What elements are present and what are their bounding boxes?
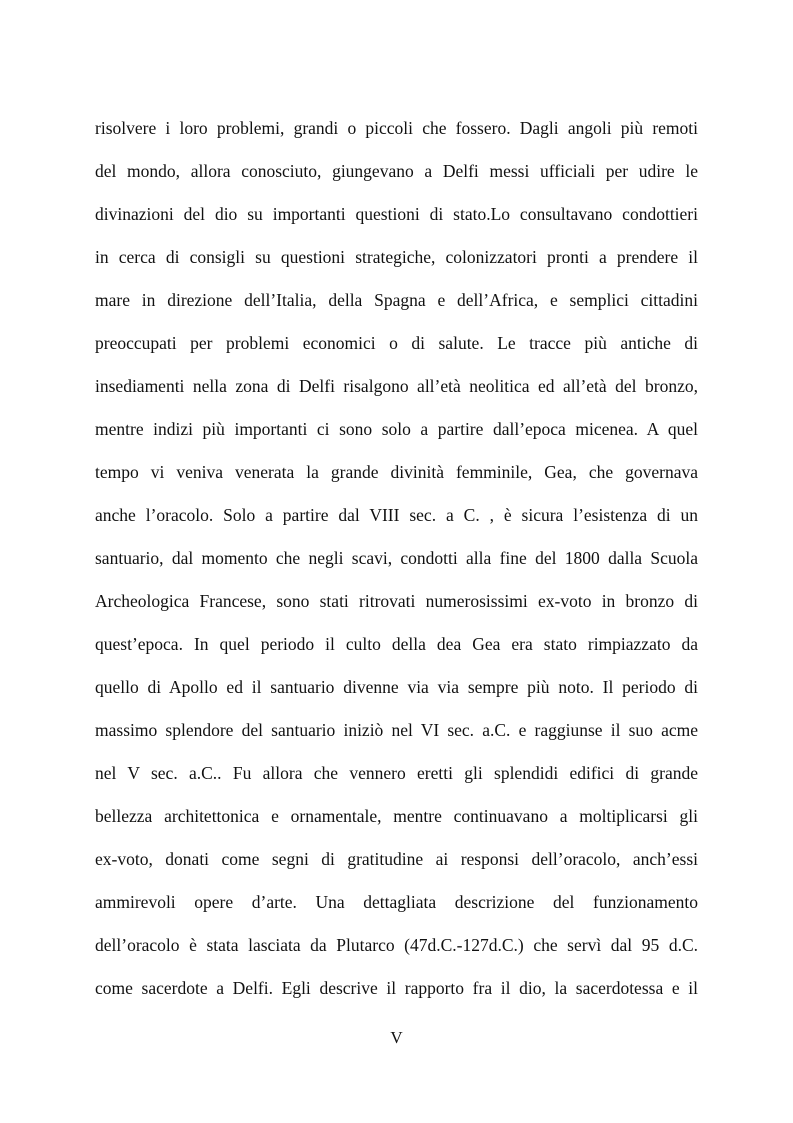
text-line: mare in direzione dell’Italia, della Spagna e dell’Africa, e semplici cittadini — [95, 290, 698, 310]
text-line: nel V sec. a.C.. Fu allora che vennero eretti gli splendidi edifici di grande — [95, 763, 698, 783]
text-line: ammirevoli opere d’arte. Una dettagliata descrizione del funzionamento — [95, 892, 698, 912]
text-line: preoccupati per problemi economici o di salute. Le tracce più antiche di — [95, 333, 698, 353]
text-line: ex-voto, donati come segni di gratitudine ai responsi dell’oracolo, anch’essi — [95, 849, 698, 869]
text-line: bellezza architettonica e ornamentale, mentre continuavano a moltiplicarsi gli — [95, 806, 698, 826]
text-line: tempo vi veniva venerata la grande divinità femminile, Gea, che governava — [95, 462, 698, 482]
text-line: mentre indizi più importanti ci sono solo a partire dall’epoca micenea. A quel — [95, 419, 698, 439]
text-line: insediamenti nella zona di Delfi risalgono all’età neolitica ed all’età del bronzo, — [95, 376, 698, 396]
text-line: quest’epoca. In quel periodo il culto della dea Gea era stato rimpiazzato da — [95, 634, 698, 654]
body-paragraph — [95, 108, 698, 1011]
text-line: Archeologica Francese, sono stati ritrovati numerosissimi ex-voto in bronzo di — [95, 591, 698, 611]
text-line: anche l’oracolo. Solo a partire dal VIII sec. a C. , è sicura l’esistenza di un — [95, 505, 698, 525]
text-line: risolvere i loro problemi, grandi o piccoli che fossero. Dagli angoli più remoti — [95, 118, 698, 138]
text-line: in cerca di consigli su questioni strategiche, colonizzatori pronti a prendere il — [95, 247, 698, 267]
text-line: dell’oracolo è stata lasciata da Plutarco (47d.C.-127d.C.) che servì dal 95 d.C. — [95, 935, 698, 955]
text-line: divinazioni del dio su importanti questioni di stato.Lo consultavano condottieri — [95, 204, 698, 224]
page-number: V — [390, 1028, 403, 1047]
text-line: massimo splendore del santuario iniziò nel VI sec. a.C. e raggiunse il suo acme — [95, 720, 698, 740]
text-line: come sacerdote a Delfi. Egli descrive il rapporto fra il dio, la sacerdotessa e il — [95, 978, 698, 998]
text-line: del mondo, allora conosciuto, giungevano a Delfi messi ufficiali per udire le — [95, 161, 698, 181]
text-line: santuario, dal momento che negli scavi, condotti alla fine del 1800 dalla Scuola — [95, 548, 698, 568]
text-line: quello di Apollo ed il santuario divenne via via sempre più noto. Il periodo di — [95, 677, 698, 697]
